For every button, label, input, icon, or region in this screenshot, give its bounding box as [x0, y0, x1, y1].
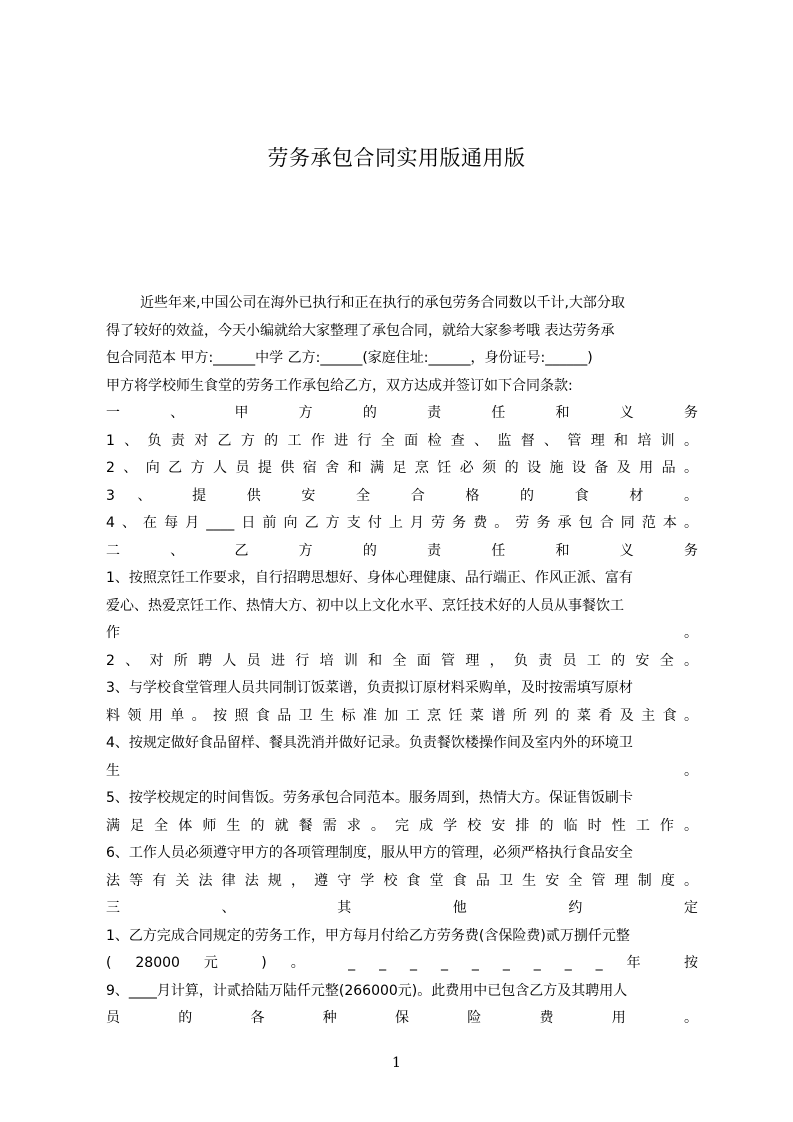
page-number: 1	[392, 1055, 401, 1071]
clause-line: 6、工作人员必须遵守甲方的各项管理制度，服从甲方的管理，必须严格执行食品安全	[106, 845, 633, 861]
clause-line: 员 的 各 种 保 险 费 用 。	[106, 1010, 698, 1026]
paragraph-line: 近些年来,中国公司在海外已执行和正在执行的承包劳务合同数以千计,大部分取	[140, 295, 625, 311]
clause-line: 4、在每月____日前向乙方支付上月劳务费。劳务承包合同范本。	[106, 515, 698, 531]
clause-line: 爱心、热爱烹饪工作、热情大方、初中以上文化水平、烹饪技术好的人员从事餐饮工	[106, 597, 624, 614]
clause-line: 满足全体师生的就餐需求。完成学校安排的临时性工作。	[106, 817, 698, 834]
clause-line: 1、负责对乙方的工作进行全面检查、监督、管理和培训。	[106, 432, 698, 449]
document-body	[106, 290, 698, 1033]
clause-line: 9、____月计算，计贰拾陆万陆仟元整(266000元)。此费用中已包含乙方及其聘用人	[106, 982, 628, 999]
clause-line: 4、按规定做好食品留样、餐具洗消并做好记录。负责餐饮楼操作间及室内外的环境卫	[106, 735, 633, 751]
clause-line: 5、按学校规定的时间售饭。劳务承包合同范本。服务周到，热情大方。保证售饭刷卡	[106, 790, 633, 806]
clause-line: 2、向乙方人员提供宿舍和满足烹饪必须的设施设备及用品。	[106, 460, 698, 476]
clause-line: 2、对所聘人员进行培训和全面管理，负责员工的安全。	[106, 652, 698, 669]
paragraph-line: 甲方将学校师生食堂的劳务工作承包给乙方，双方达成并签订如下合同条款:	[106, 377, 573, 394]
paragraph-line: 包合同范本 甲方:______中学 乙方:______(家庭住址:______，身份证号:______)	[106, 350, 593, 366]
section-heading-3: 三 、 其 他 约 定	[106, 900, 698, 916]
clause-line: ( 28000 元 ) 。 _ _ _ _ _ _ _ _ _ 年 按	[106, 955, 698, 971]
clause-line: 法等有关法律法规，遵守学校食堂食品卫生安全管理制度。	[106, 872, 698, 889]
clause-line: 3 、 提 供 安 全 合 格 的 食 材 。	[106, 487, 698, 504]
clause-line: 3、与学校食堂管理人员共同制订饭菜谱，负责拟订原材料采购单，及时按需填写原材	[106, 680, 633, 696]
document-title: 劳务承包合同实用版通用版	[267, 146, 526, 170]
clause-line: 作 。	[106, 625, 698, 641]
clause-line: 生 。	[106, 762, 698, 779]
paragraph-line: 得了较好的效益，今天小编就给大家整理了承包合同，就给大家参考哦 表达劳务承	[106, 322, 615, 339]
section-heading-2: 二 、 乙 方 的 责 任 和 义 务	[106, 542, 698, 559]
section-heading-1: 一 、 甲 方 的 责 任 和 义 务	[106, 405, 698, 421]
clause-line: 1、乙方完成合同规定的劳务工作，甲方每月付给乙方劳务费(含保险费)贰万捌仟元整	[106, 927, 630, 944]
clause-line: 1、按照烹饪工作要求，自行招聘思想好、身体心理健康、品行端正、作风正派、富有	[106, 570, 633, 586]
clause-line: 料领用单。按照食品卫生标准加工烹饪菜谱所列的菜肴及主食。	[106, 707, 698, 724]
